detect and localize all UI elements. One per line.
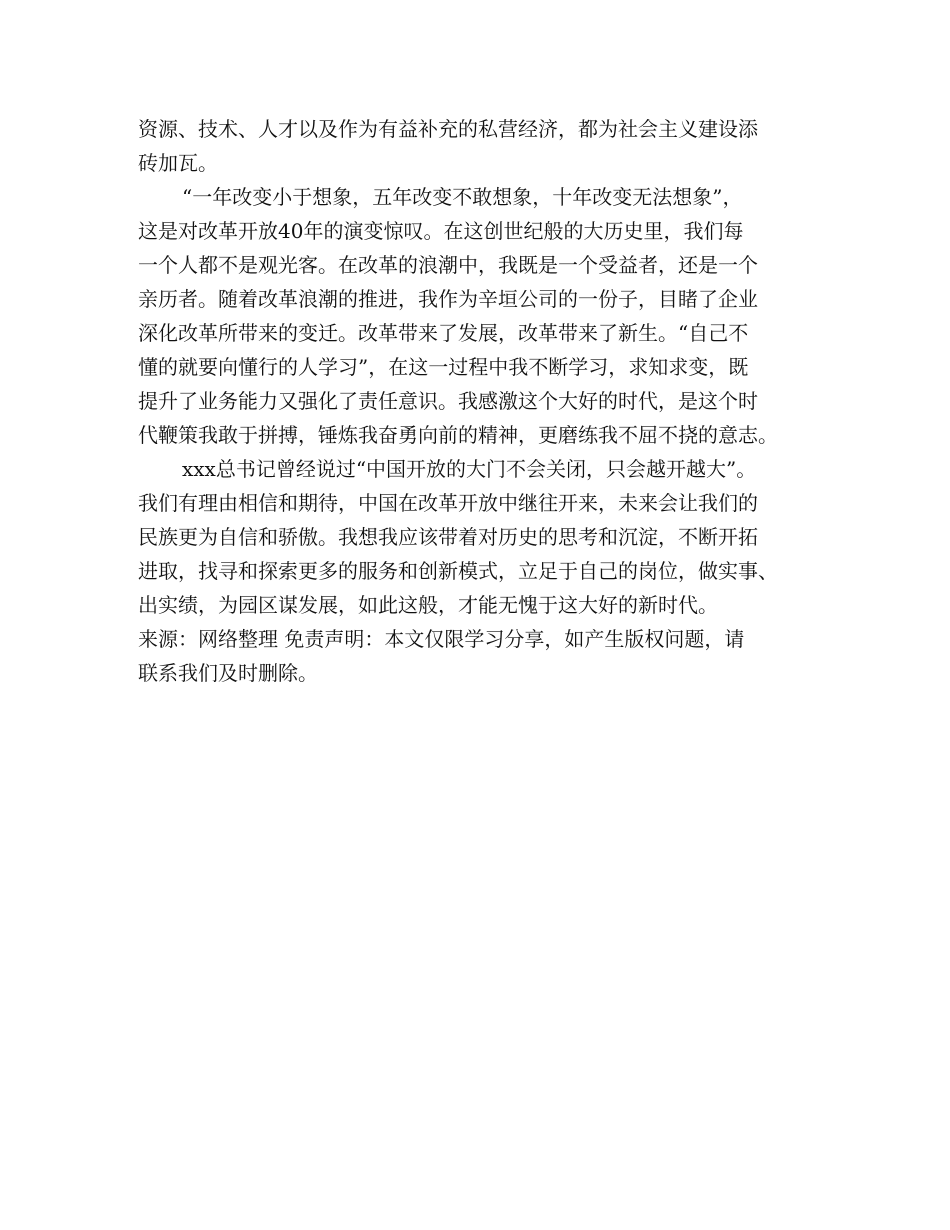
paragraph-first-line: “一年改变小于想象，五年改变不敢想象，十年改变无法想象”，: [182, 185, 743, 209]
text-line: 亲历者。随着改革浪潮的推进，我作为辛垣公司的一份子，目睹了企业: [138, 287, 758, 311]
text-line: 我们有理由相信和期待，中国在改革开放中继往开来，未来会让我们的: [138, 491, 758, 515]
source-disclaimer-line: 来源：网络整理 免责声明：本文仅限学习分享，如产生版权问题，请: [138, 627, 745, 651]
text-line: 进取，找寻和探索更多的服务和创新模式，立足于自己的岗位，做实事、: [138, 559, 778, 583]
text-line: 懂的就要向懂行的人学习”，在这一过程中我不断学习，求知求变，既: [138, 355, 749, 379]
text-line: 深化改革所带来的变迁。改革带来了发展，改革带来了新生。“自己不: [138, 321, 749, 345]
text-line: 提升了业务能力又强化了责任意识。我感激这个大好的时代，是这个时: [138, 389, 758, 413]
text-line: 出实绩，为园区谋发展，如此这般，才能无愧于这大好的新时代。: [138, 593, 718, 617]
document-body: [138, 112, 828, 690]
paragraph-first-line: xxx总书记曾经说过“中国开放的大门不会关闭，只会越开越大”。: [182, 457, 757, 481]
text-line: 这是对改革开放40年的演变惊叹。在这创世纪般的大历史里，我们每: [138, 219, 744, 243]
text-line: 民族更为自信和骄傲。我想我应该带着对历史的思考和沉淀，不断开拓: [138, 525, 758, 549]
text-line: 资源、技术、人才以及作为有益补充的私营经济，都为社会主义建设添: [138, 117, 758, 141]
source-disclaimer-line: 联系我们及时删除。: [138, 661, 318, 685]
text-line: 代鞭策我敢于拼搏，锤炼我奋勇向前的精神，更磨练我不屈不挠的意志。: [138, 423, 778, 447]
text-line: 砖加瓦。: [138, 151, 218, 175]
text-line: 一个人都不是观光客。在改革的浪潮中，我既是一个受益者，还是一个: [138, 253, 758, 277]
